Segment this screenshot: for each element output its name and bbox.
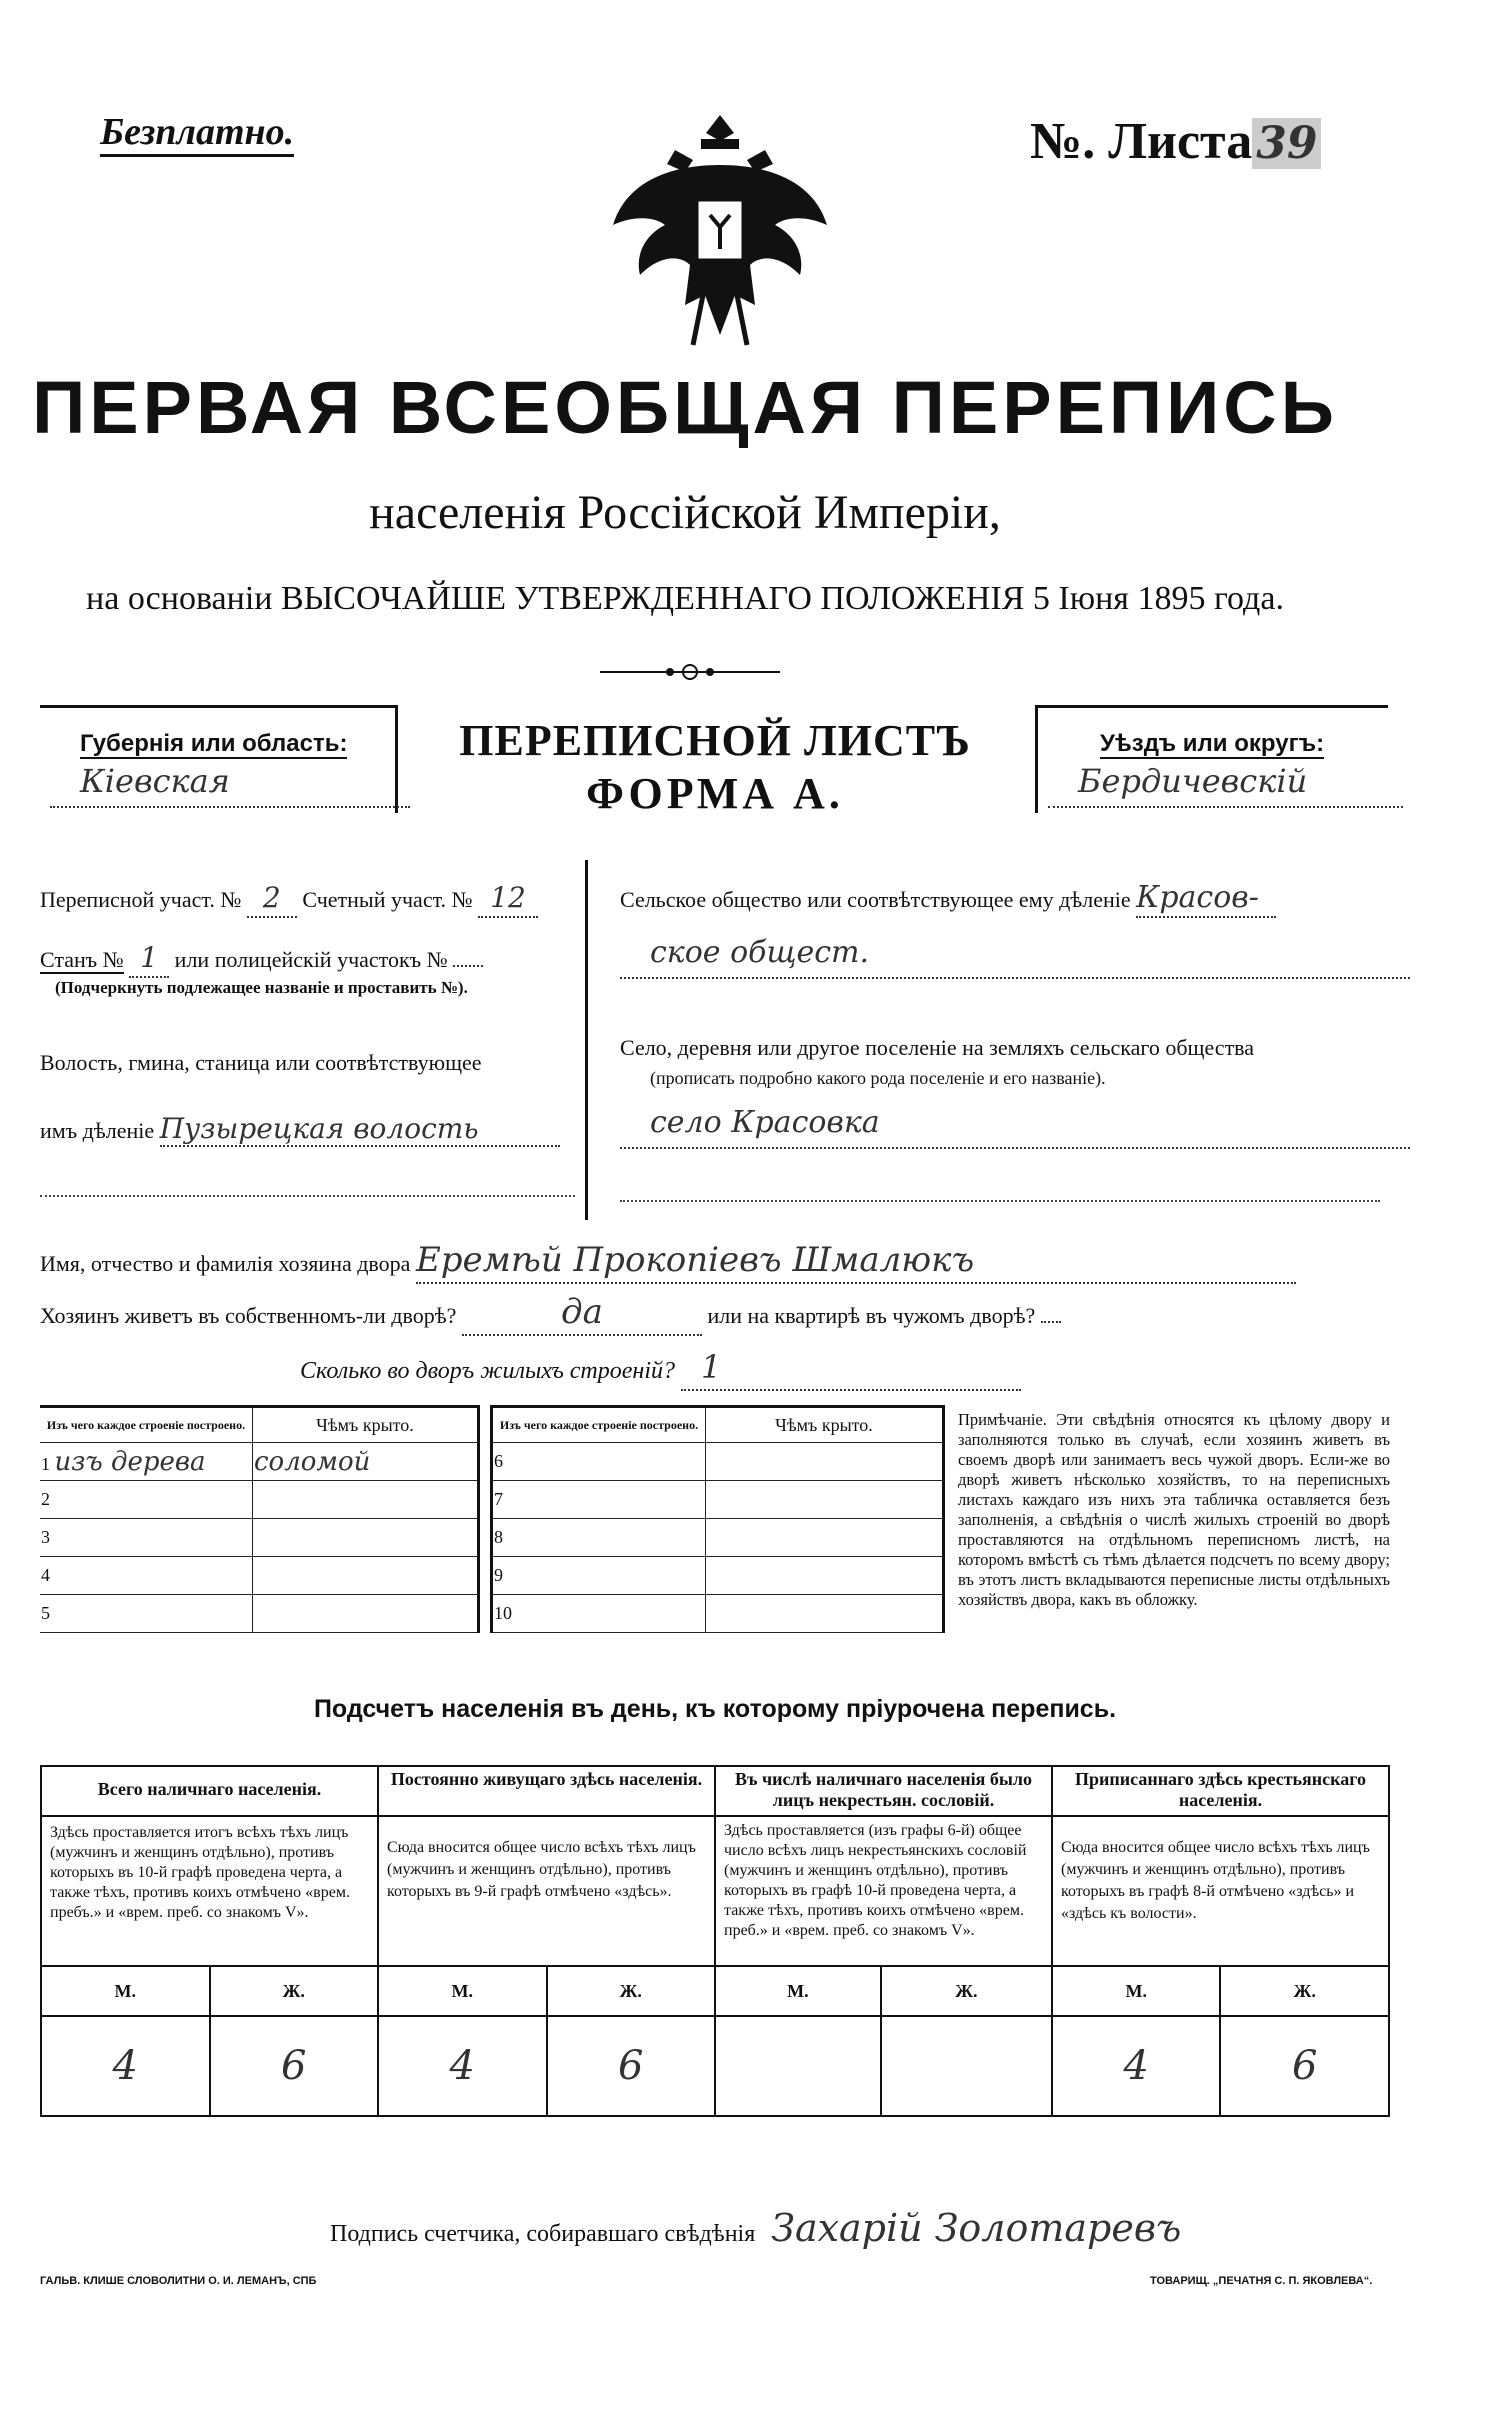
building-roof [253, 1481, 479, 1519]
volost-line [40, 1112, 585, 1147]
volost-label-2: имъ дѣленіе [40, 1118, 155, 1143]
form-subtitle: ФОРМА А. [586, 769, 844, 818]
form-title: ПЕРЕПИСНОЙ ЛИСТЪ [459, 716, 971, 765]
free-label: Безплатно. [100, 110, 294, 157]
pop-total-m-value: 4 [41, 2016, 210, 2116]
row-number: 1 [41, 1453, 50, 1474]
building-row [40, 1443, 479, 1481]
building-row [492, 1557, 944, 1595]
col-roof-header: Чѣмъ крыто. [253, 1407, 479, 1443]
pop-col-total-header: Всего наличнаго населенія. [41, 1766, 378, 1816]
buildings-count-label: Сколько во дворъ жилыхъ строеній? [300, 1358, 675, 1384]
volost-label-1: Волость, гмина, станица или соотвѣтствующее [40, 1050, 482, 1075]
owner-residence-line [40, 1290, 1400, 1338]
society-line [620, 880, 1400, 918]
signature-label: Подпись счетчика, собиравшаго свѣдѣнія [330, 2221, 756, 2247]
building-row [40, 1595, 479, 1633]
sheet-number [1030, 112, 1321, 174]
signature-line [330, 2200, 1230, 2262]
pop-peasant-m-value: 4 [1052, 2016, 1221, 2116]
row-number: 2 [40, 1481, 253, 1519]
rent-value [1041, 1321, 1061, 1323]
row-number: 9 [492, 1557, 706, 1595]
form-title-block [395, 705, 1035, 819]
sheet-number-value: 39 [1252, 118, 1321, 169]
main-title: ПЕРВАЯ ВСЕОБЩАЯ ПЕРЕПИСЬ [32, 366, 1338, 449]
building-row [492, 1443, 944, 1481]
sheet-number-label: №. Листа [1030, 113, 1253, 170]
society-value-1: Красов- [1136, 880, 1276, 918]
building-roof [706, 1595, 944, 1633]
row-number: 6 [492, 1443, 706, 1481]
pop-col-peasant-desc: Сюда вносится общее число всѣхъ тѣхъ лицъ (мужчинъ и женщинъ отдѣльно), противъ которыхъ въ графѣ 8-й отмѣчено «здѣсь» и «здѣсь къ волости». [1052, 1816, 1389, 1966]
buildings-table-left [40, 1405, 480, 1633]
own-yard-label: Хозяинъ живетъ въ собственномъ-ли дворѣ? [40, 1303, 457, 1328]
col-roof-header: Чѣмъ крыто. [706, 1407, 944, 1443]
buildings-note: Примѣчаніе. Эти свѣдѣнія относятся къ цѣлому двору и заполняются только въ случаѣ, если хозяинъ живетъ въ своемъ дворѣ или занимаетъ весь чужой дворъ. Если-же во дворѣ живетъ нѣсколько хозяйствъ, то на переписныхъ листахъ каждаго изъ нихъ эта табличка оставляется безъ заполненія, а свѣдѣнія о числѣ жилыхъ строеній во дворѣ проставляются на отдѣльномъ переписномъ листѣ, на которомъ вмѣстѣ съ тѣмъ дѣлается подсчетъ по всему двору; въ этотъ листъ вкладываются переписные листы отдѣльныхъ хозяйствъ двора, какъ въ обложку. [958, 1410, 1390, 1609]
county-value: Бердичевскій [1048, 762, 1403, 808]
col-material-header: Изъ чего каждое строеніе построено. [492, 1407, 706, 1443]
pop-col-total-f-label: Ж. [210, 1966, 379, 2016]
row-number: 4 [40, 1557, 253, 1595]
county-label: Уѣздъ или округъ: [1100, 730, 1325, 757]
owner-name-label: Имя, отчество и фамилія хозяина двора [40, 1251, 411, 1276]
census-district-value: 2 [247, 880, 297, 918]
owner-name-line [40, 1238, 1400, 1286]
building-roof [253, 1519, 479, 1557]
building-row [492, 1595, 944, 1633]
buildings-count-line [300, 1345, 1120, 1393]
buildings-table-right [490, 1405, 945, 1633]
district-line [40, 880, 570, 918]
pop-total-f-value: 6 [210, 2016, 379, 2116]
building-material: изъ дерева [54, 1446, 206, 1477]
building-row [40, 1557, 479, 1595]
pop-nonpeasant-m-value [715, 2016, 881, 2116]
building-roof [706, 1481, 944, 1519]
owner-name-value: Еремѣй Прокопіевъ Шмалюкъ [416, 1238, 1296, 1284]
count-district-label: Счетный участ. № [302, 887, 473, 912]
province-box [40, 705, 398, 813]
stan-line [40, 940, 570, 978]
county-box [1035, 705, 1388, 813]
pop-permanent-m-value: 4 [378, 2016, 547, 2116]
stan-value: 1 [129, 940, 169, 978]
province-value: Кіевская [50, 762, 410, 808]
pop-col-peasant-f-label: Ж. [1220, 1966, 1389, 2016]
footer-left: ГАЛЬВ. КЛИШЕ СЛОВОЛИТНИ О. И. ЛЕМАНЪ, СПБ [40, 2275, 317, 2287]
building-row [40, 1519, 479, 1557]
census-district-label: Переписной участ. № [40, 887, 242, 912]
volost-extra-line [40, 1195, 575, 1197]
row-number: 10 [492, 1595, 706, 1633]
stan-label: Станъ № [40, 947, 124, 972]
pop-col-permanent-header: Постоянно живущаго здѣсь населенія. [378, 1766, 715, 1816]
pop-col-permanent-m-label: М. [378, 1966, 547, 2016]
building-roof [706, 1557, 944, 1595]
volost-value: Пузырецкая волость [160, 1112, 560, 1147]
pop-col-nonpeasant-header: Въ числѣ наличнаго населенія было лицъ некрестьян. сословій. [715, 1766, 1052, 1816]
buildings-count-value: 1 [681, 1345, 1021, 1391]
row-number: 3 [40, 1519, 253, 1557]
row-number: 8 [492, 1519, 706, 1557]
pop-col-total-desc: Здѣсь проставляется итогъ всѣхъ тѣхъ лицъ (мужчинъ и женщинъ отдѣльно), противъ которыхъ въ 10-й графѣ проведена черта, а также тѣхъ, противъ коихъ отмѣчено «врем. пребъ.» и «врем. преб. со знакомъ V». [41, 1816, 378, 1966]
building-roof: соломой [253, 1443, 479, 1481]
ornament-divider [600, 660, 780, 684]
village-value: село Красовка [620, 1105, 1410, 1149]
subtitle: населенія Россійской Имперіи, [369, 486, 1001, 539]
count-district-value: 12 [478, 880, 538, 918]
rent-label: или на квартирѣ въ чужомъ дворѣ? [707, 1303, 1036, 1328]
building-roof [253, 1557, 479, 1595]
signature-value: Захарій Золотаревъ [771, 2206, 1182, 2250]
population-table [40, 1765, 1390, 2117]
own-yard-value: да [462, 1290, 702, 1336]
society-value-2: ское общест. [620, 935, 1410, 979]
society-label: Сельское общество или соотвѣтствующее ему дѣленіе [620, 887, 1131, 912]
population-title: Подсчетъ населенія въ день, къ которому пріурочена перепись. [313, 1695, 1117, 1723]
pop-col-nonpeasant-desc: Здѣсь проставляется (изъ графы 6-й) общее число всѣхъ лицъ некрестьянскихъ сословій (мужчинъ и женщинъ отдѣльно), противъ которыхъ въ графѣ 10-й проведена черта, а также тѣхъ, противъ коихъ отмѣчено «врем. преб.» и «врем. преб. со знакомъ V». [715, 1816, 1052, 1966]
imperial-eagle-emblem [605, 105, 835, 355]
underline-note: (Подчеркнуть подлежащее названіе и проставить №). [55, 978, 468, 997]
pop-peasant-f-value: 6 [1220, 2016, 1389, 2116]
province-label: Губернія или область: [80, 730, 348, 757]
footer-right: ТОВАРИЩ. „ПЕЧАТНЯ С. П. ЯКОВЛЕВА“. [1150, 2275, 1373, 2287]
pop-col-permanent-f-label: Ж. [547, 1966, 716, 2016]
pop-nonpeasant-f-value [881, 2016, 1052, 2116]
building-roof [706, 1519, 944, 1557]
village-note: (прописать подробно какого рода поселеніе и его названіе). [650, 1068, 1106, 1088]
pop-col-peasant-header: Приписаннаго здѣсь крестьянскаго населенія. [1052, 1766, 1389, 1816]
decree-basis: на основаніи ВЫСОЧАЙШЕ УТВЕРЖДЕННАГО ПОЛОЖЕНІЯ 5 Іюня 1895 года. [86, 580, 1284, 617]
row-number: 5 [40, 1595, 253, 1633]
police-label: или полицейскій участокъ № [174, 947, 448, 972]
pop-permanent-f-value: 6 [547, 2016, 716, 2116]
pop-col-nonpeasant-f-label: Ж. [881, 1966, 1052, 2016]
village-label: Село, деревня или другое поселеніе на земляхъ сельскаго общества [620, 1035, 1255, 1060]
building-roof [706, 1443, 944, 1481]
pop-col-total-m-label: М. [41, 1966, 210, 2016]
row-number: 7 [492, 1481, 706, 1519]
building-row [492, 1481, 944, 1519]
police-value [453, 965, 483, 967]
col-material-header: Изъ чего каждое строеніе построено. [40, 1407, 253, 1443]
pop-col-permanent-desc: Сюда вносится общее число всѣхъ тѣхъ лицъ (мужчинъ и женщинъ отдѣльно), противъ которыхъ въ 9-й графѣ отмѣчено «здѣсь». [378, 1816, 715, 1966]
pop-col-peasant-m-label: М. [1052, 1966, 1221, 2016]
building-roof [253, 1595, 479, 1633]
building-row [492, 1519, 944, 1557]
column-separator [585, 860, 588, 1220]
village-extra-line [620, 1200, 1380, 1202]
pop-col-nonpeasant-m-label: М. [715, 1966, 881, 2016]
building-row [40, 1481, 479, 1519]
